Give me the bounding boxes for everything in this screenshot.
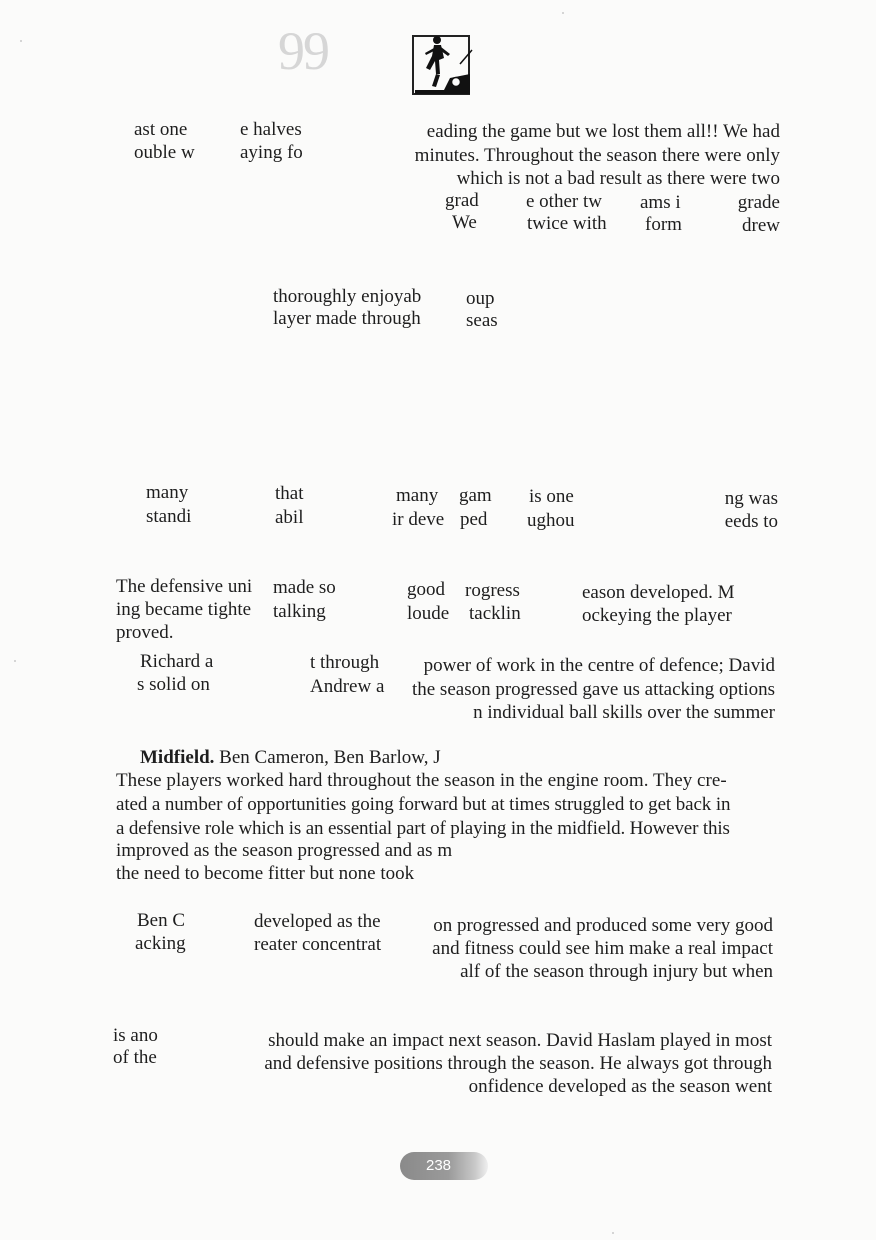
text-fragment: drew [742,215,780,236]
text-fragment: power of work in the centre of defence; David [423,655,775,676]
text-fragment: minutes. Throughout the season there were only [414,145,780,166]
text-fragment: gam [459,485,492,506]
text-fragment: and fitness could see him make a real impact [432,938,773,959]
text-fragment: alf of the season through injury but when [460,961,773,982]
text-fragment: eeds to [724,511,778,532]
text-fragment: onfidence developed as the season went [468,1076,772,1097]
text-fragment: rogress [465,580,520,601]
text-fragment: which is not a bad result as there were two [456,168,780,189]
paragraph-line: improved as the season progressed and as m [116,840,453,861]
text-fragment: developed as the [254,911,381,932]
text-fragment: abil [275,507,304,528]
text-fragment: is one [529,486,574,507]
scan-speck [14,660,16,662]
text-fragment: the season progressed gave us attacking options [411,679,775,700]
text-fragment: eason developed. M [582,582,735,603]
text-fragment: on progressed and produced some very good [433,915,773,936]
text-fragment: many [396,485,439,506]
text-fragment: twice with [527,213,607,234]
text-fragment: of the [113,1047,157,1068]
text-fragment: good [407,579,445,600]
paragraph-line: a defensive role which is an essential part of playing in the midfield. However this [116,818,730,839]
section-heading: Midfield. [140,747,215,768]
text-fragment: talking [273,601,326,622]
paragraph-line: the need to become fitter but none took [116,863,415,884]
text-fragment: grade [737,192,780,213]
text-fragment: aying fo [240,142,303,163]
page-number-badge [400,1152,488,1180]
text-fragment: eading the game but we lost them all!! We had [426,121,780,142]
text-fragment: ir deve [392,509,445,530]
text-fragment: grad [445,190,479,211]
text-fragment: thoroughly enjoyab [273,286,422,307]
text-fragment: The defensive uni [116,576,253,597]
text-fragment: and defensive positions through the season. He always got through [264,1053,772,1074]
text-fragment: standi [146,506,192,527]
text-fragment: layer made through [273,308,421,329]
text-fragment: that [275,483,304,504]
player-names: Ben Cameron, Ben Barlow, J [219,747,441,768]
text-fragment: oup [466,288,495,309]
text-fragment: tacklin [469,603,521,624]
text-fragment: acking [135,933,186,954]
text-fragment: e other tw [526,191,602,212]
text-fragment: Richard a [140,651,214,672]
scan-speck [612,1232,614,1234]
scan-speck [562,12,564,14]
text-fragment: ughou [527,510,575,531]
paragraph-line: ated a number of opportunities going forward but at times struggled to get back in [116,794,731,815]
text-fragment: We [452,212,477,233]
paragraph-line: These players worked hard throughout the season in the engine room. They cre- [116,770,727,791]
text-fragment: form [645,214,682,235]
midfield-heading-line [140,746,441,769]
text-fragment: loude [407,603,450,624]
text-fragment: Ben C [137,910,186,931]
text-fragment: made so [273,577,336,598]
text-fragment: ast one [134,119,188,140]
text-fragment: reater concentrat [254,934,382,955]
text-fragment: proved. [116,622,174,643]
text-fragment: is ano [113,1025,158,1046]
text-fragment: e halves [240,119,302,140]
text-fragment: ng was [724,488,778,509]
footballer-logo-icon [410,30,476,98]
text-fragment: seas [466,310,498,331]
text-fragment: n individual ball skills over the summer [473,702,775,723]
text-fragment: many [146,482,189,503]
text-fragment: Andrew a [310,676,385,697]
page-number: 238 [426,1157,452,1174]
text-fragment: ouble w [134,142,195,163]
text-fragment: t through [310,652,380,673]
scan-speck [20,40,22,42]
text-fragment: ams i [640,192,681,213]
text-fragment: ing became tighte [116,599,252,620]
text-fragment: s solid on [137,674,210,695]
text-fragment: should make an impact next season. David Haslam played in most [268,1030,772,1051]
text-fragment: ockeying the player [582,605,732,626]
year-watermark: 99 [278,21,328,81]
text-fragment: ped [460,509,488,530]
